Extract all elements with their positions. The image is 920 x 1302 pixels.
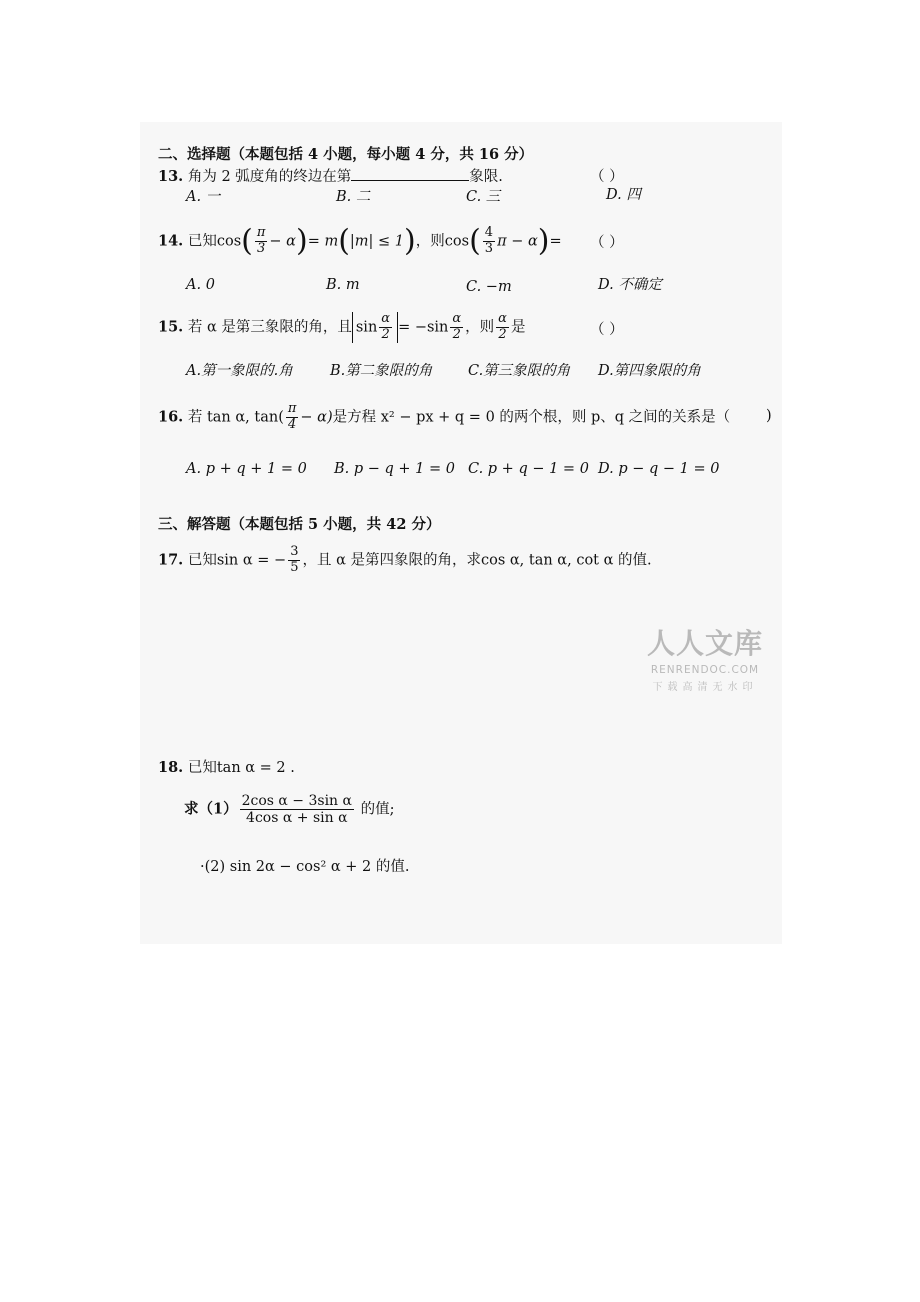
q14-option-c: C. −m [466,279,512,295]
q15-option-c: C.第三象限的角 [468,363,571,379]
q13-option-a: A. 一 [186,189,221,205]
q16-stem-end: 是方程 x² − px + q = 0 的两个根，则 p、q 之间的关系是（ [332,409,731,426]
q18-part-1-label: 求（1） [184,800,238,818]
q18-part-1-tail: 的值; [360,801,395,818]
q16-frac-pi-4: $\frac{\pi}{4}$ [287,401,297,432]
q15-number: 15. [158,318,184,336]
q14-option-d: D. 不确定 [598,277,662,293]
q17-stem-end: ，且 α 是第四象限的角，求cos α, tan α, cot α 的值. [302,552,652,569]
q16-number: 16. [158,408,184,426]
q15-abs-sin: sin $\frac{\alpha}{2}$ [352,312,398,343]
q14-stem: 已知 [187,233,217,250]
q14-cos-2: cos [444,233,470,250]
q17-stem: 已知sin α = − [187,552,287,569]
watermark [647,622,763,693]
q16-option-a: A. p + q + 1 = 0 [186,461,307,477]
q18-part-2: ·(2) sin 2α − cos² α + 2 的值. [200,859,410,875]
q13-number: 13. [158,168,184,185]
watermark-desc: 下载高清无水印 [652,682,758,693]
q13-blank [351,168,469,181]
q13-answer-paren: （ ） [590,169,624,185]
q13-option-b: B. 二 [336,189,371,205]
q15-answer-paren: （ ） [590,322,624,338]
q15-option-b: B.第二象限的角 [330,363,433,379]
q14-frac-4-3: $\frac{4}{3}$ [484,225,494,256]
q15-stem: 若 α 是第三象限的角，且 [187,319,352,336]
q14-option-a: A. 0 [186,277,215,293]
watermark-url: RENRENDOC.COM [650,664,760,676]
q13-option-d: D. 四 [606,187,641,203]
q18-part-1 [184,793,394,826]
section-2-title: 二、选择题（本题包括 4 小题，每小题 4 分，共 16 分） [158,146,534,163]
q16-option-d: D. p − q − 1 = 0 [598,461,720,477]
q13-option-c: C. 三 [466,189,501,205]
question-18 [158,761,295,776]
q16-close-paren: ) [766,408,772,424]
q14-number: 14. [158,232,184,250]
q14-option-b: B. m [326,277,360,293]
question-14: 14. 已知cos( $\frac{\pi}{3}$ − α)= m(|m| ≤ 1)，则cos( $\frac{4}{3}$ π − α)= [158,223,562,259]
q16-option-c: C. p + q − 1 = 0 [468,461,589,477]
q18-part-1-fraction: $\frac{\text{2cos α − 3sin α}}{\text{4cos α + sin α}}$ [241,793,352,827]
q17-frac-3-5: $\frac{3}{5}$ [290,544,299,575]
q17-number: 17. [158,551,184,569]
q14-cos-1: cos [216,233,242,250]
question-16: 16. 若 tan α, tan( $\frac{\pi}{4}$ − α)是方程 x² − px + q = 0 的两个根，则 p、q 之间的关系是（ [158,401,731,432]
q16-option-b: B. p − q + 1 = 0 [334,461,455,477]
question-13 [158,168,503,185]
q18-stem: 已知tan α = 2 . [187,760,295,776]
section-3-title: 三、解答题（本题包括 5 小题，共 42 分） [158,516,441,533]
q14-answer-paren: （ ） [590,235,624,251]
question-15: 15. 若 α 是第三象限的角，且 sin $\frac{\alpha}{2}$ = −sin $\frac{\alpha}{2}$ ，则 $\frac{\alpha}{2}$ 是 [158,311,526,342]
question-17 [158,545,652,576]
q15-option-d: D.第四象限的角 [598,363,701,379]
q13-stem-end: 象限. [469,169,503,185]
q13-stem: 角为 2 弧度角的终边在第 [187,169,352,185]
watermark-title: 人人文库 [647,627,764,660]
q18-number: 18. [158,759,184,776]
q14-frac-pi-3: $\frac{\pi}{3}$ [256,225,266,256]
q15-option-a: A.第一象限的.角 [186,363,293,379]
q16-stem: 若 tan α, tan( [187,409,284,426]
